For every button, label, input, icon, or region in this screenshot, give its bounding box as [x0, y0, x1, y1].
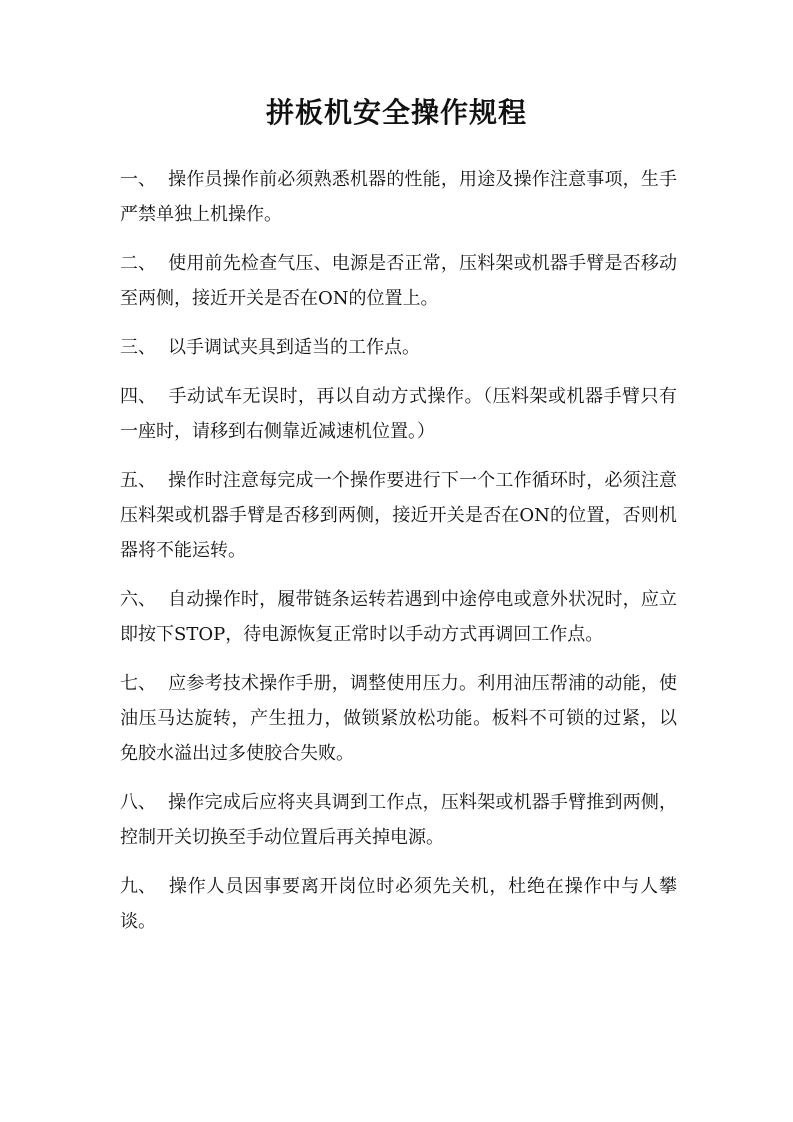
- clause-number: 二、: [120, 253, 156, 274]
- clause-6: [120, 582, 677, 652]
- clause-2: [120, 246, 677, 316]
- clause-text: 操作完成后应将夹具调到工作点，压料架或机器手臂推到两侧，控制开关切换至手动位置后再关掉电源。: [120, 792, 677, 848]
- clause-1: [120, 162, 677, 232]
- clause-9: [120, 869, 677, 939]
- clause-text: 应参考技术操作手册，调整使用压力。利用油压帮浦的动能，使油压马达旋转，产生扭力，做锁紧放松功能。板料不可锁的过紧，以免胶水溢出过多使胶合失败。: [120, 673, 677, 764]
- clause-text: 操作员操作前必须熟悉机器的性能，用途及操作注意事项，生手严禁单独上机操作。: [120, 169, 677, 225]
- clause-text: 操作时注意每完成一个操作要进行下一个工作循环时，必须注意压料架或机器手臂是否移到两侧，接近开关是否在ON的位置，否则机器将不能运转。: [120, 470, 677, 561]
- clause-7: [120, 666, 677, 771]
- clause-list: [120, 162, 677, 953]
- clause-text: 自动操作时，履带链条运转若遇到中途停电或意外状况时，应立即按下STOP，待电源恢复正常时以手动方式再调回工作点。: [120, 589, 677, 645]
- clause-3: [120, 330, 677, 365]
- page-title: 拼板机安全操作规程: [265, 96, 527, 129]
- clause-text: 操作人员因事要离开岗位时必须先关机，杜绝在操作中与人攀谈。: [120, 876, 677, 932]
- clause-text: 手动试车无误时，再以自动方式操作。（压料架或机器手臂只有一座时，请移到右侧靠近减速机位置。）: [120, 386, 677, 442]
- clause-number: 九、: [120, 876, 156, 897]
- clause-number: 四、: [120, 386, 156, 407]
- clause-4: [120, 379, 677, 449]
- clause-5: [120, 463, 677, 568]
- clause-number: 三、: [120, 337, 156, 358]
- clause-number: 五、: [120, 470, 156, 491]
- clause-number: 一、: [120, 169, 156, 190]
- clause-text: 以手调试夹具到适当的工作点。: [168, 337, 420, 358]
- clause-number: 七、: [120, 673, 156, 694]
- clause-text: 使用前先检查气压、电源是否正常，压料架或机器手臂是否移动至两侧，接近开关是否在ON的位置上。: [120, 253, 677, 309]
- clause-number: 八、: [120, 792, 156, 813]
- clause-number: 六、: [120, 589, 156, 610]
- clause-8: [120, 785, 677, 855]
